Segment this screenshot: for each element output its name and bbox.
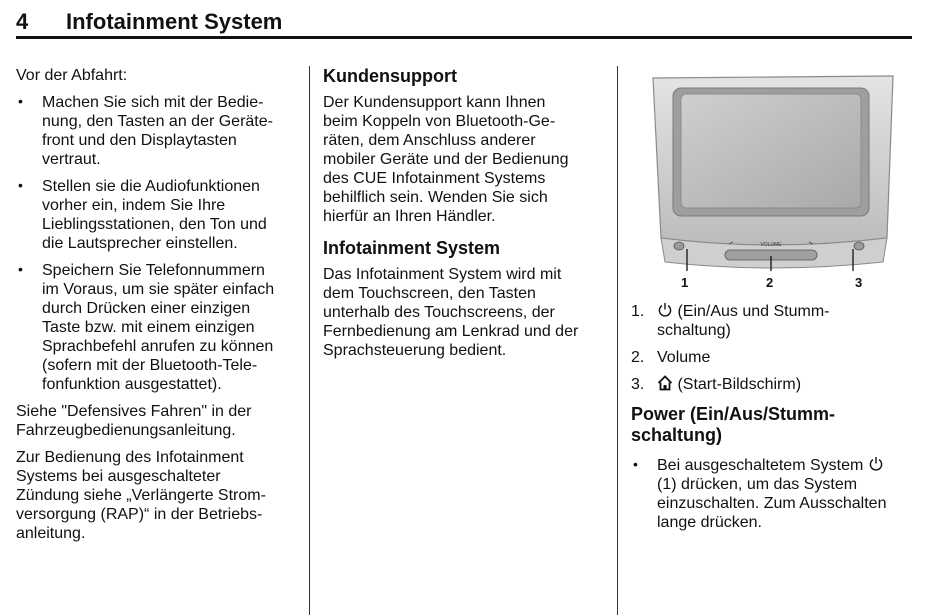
figure-callout-1: 1 xyxy=(681,275,689,290)
ignition-paragraph: Zur Bedienung des Infotainment Systems bei ausgeschalteter Zündung siehe „Verlängerte Strom- versorgung (RAP)“ in der Betriebs- anleitung. xyxy=(16,449,266,542)
intro-text: Vor der Abfahrt: xyxy=(16,67,128,84)
list-item: • Machen Sie sich mit der Bedie- nung, den Tasten an der Geräte- front und den Displaytasten vertraut. xyxy=(18,93,273,168)
reference-paragraph: Siehe "Defensives Fahren" in der Fahrzeugbedienungsanleitung. xyxy=(16,403,252,439)
preparation-list xyxy=(16,93,298,394)
list-item: 3. (Start-Bildschirm) xyxy=(631,376,802,393)
column-1 xyxy=(16,66,298,551)
power-icon xyxy=(657,302,673,318)
list-item: • Bei ausgeschaltetem System (1) drücken, um das System einzuschalten. Zum Ausschalten lange drücken. xyxy=(633,456,887,531)
column-divider-2 xyxy=(617,66,618,615)
list-item: • Stellen sie die Audiofunktionen vorher ein, indem Sie Ihre Lieblingsstationen, den Ton und die Lautsprecher einstellen. xyxy=(18,177,267,252)
section-heading-infotainment: Infotainment System xyxy=(323,238,501,258)
infotainment-unit-illustration xyxy=(631,66,913,294)
page-title: Infotainment System xyxy=(66,9,283,34)
column-3 xyxy=(631,66,916,540)
kundensupport-paragraph: Der Kundensupport kann Ihnen beim Koppeln von Bluetooth-Ge- räten, dem Anschluss anderer mobiler Geräte und der Bedienung des CUE Infotainment Systems behilflich sein. Wenden Sie sich hierfür an Ihren Händler. xyxy=(323,94,569,225)
home-icon xyxy=(657,375,673,391)
page-header xyxy=(16,9,912,37)
infotainment-unit-figure xyxy=(631,66,913,294)
control-list xyxy=(631,302,916,394)
list-item: 1. (Ein/Aus und Stumm- schaltung) xyxy=(631,303,830,339)
section-heading-kundensupport: Kundensupport xyxy=(323,66,457,86)
column-2 xyxy=(323,66,603,368)
power-list xyxy=(631,456,916,532)
column-divider-1 xyxy=(309,66,310,615)
page-number: 4 xyxy=(16,9,29,34)
svg-text:VOLUME: VOLUME xyxy=(760,242,782,248)
infotainment-paragraph: Das Infotainment System wird mit dem Touchscreen, den Tasten unterhalb des Touchscreens, der Fernbedienung am Lenkrad und der Sprachsteuerung bedient. xyxy=(323,266,579,359)
list-item: 2. Volume xyxy=(631,349,711,366)
section-heading-power: Power (Ein/Aus/Stumm- schaltung) xyxy=(631,404,836,445)
list-item: • Speichern Sie Telefonnummern im Voraus, um sie später einfach durch Drücken einer einzigen Taste bzw. mit einem einzigen Sprachbefehl anrufen zu können (sofern mit der Bluetooth-Tele- fonfunktion ausgestattet). xyxy=(18,261,275,393)
figure-callout-2: 2 xyxy=(766,275,774,290)
header-rule xyxy=(16,36,912,39)
power-icon xyxy=(868,456,884,472)
figure-callout-3: 3 xyxy=(855,275,863,290)
